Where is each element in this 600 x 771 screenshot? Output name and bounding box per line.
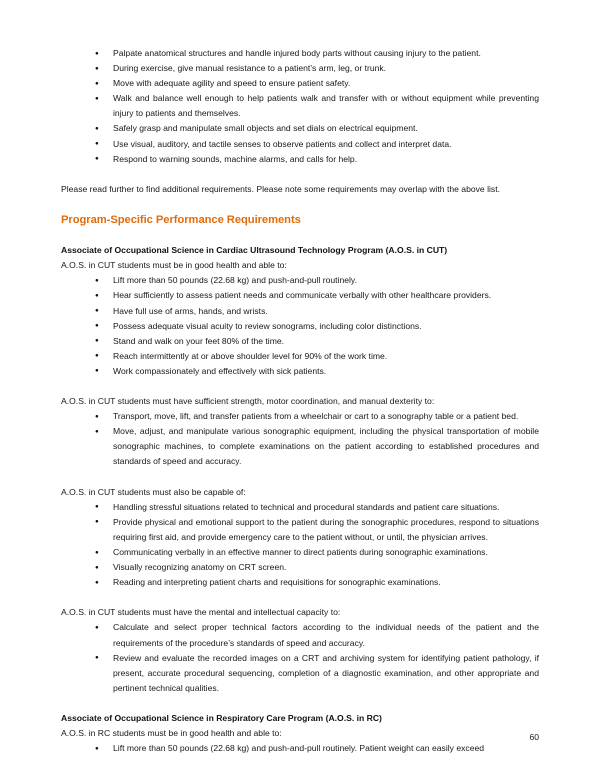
program-subheading-cut: Associate of Occupational Science in Cardiac Ultrasound Technology Program (A.O.S. in CUT)	[61, 245, 448, 256]
list-item: ● Walk and balance well enough to help patients walk and transfer with or without equipment while preventing injury to patients and themselves.	[61, 91, 539, 121]
list-item: ● Have full use of arms, hands, and wrists.	[61, 304, 539, 319]
list-item: ● Review and evaluate the recorded images on a CRT and archiving system for identifying patient pathology, if present, accurate procedural sequencing, completion of a diagnostic examination, and other appropriate and pertinent technical qualities.	[61, 651, 539, 696]
spacer	[61, 590, 539, 605]
list-item: ● Reach intermittently at or above shoulder level for 90% of the work time.	[61, 349, 539, 364]
list-item: ● Handling stressful situations related to technical and procedural standards and patient care situations.	[61, 500, 539, 515]
list-item: ● During exercise, give manual resistance to a patient’s arm, leg, or trunk.	[61, 61, 539, 76]
list-item: ● Possess adequate visual acuity to review sonograms, including color distinctions.	[61, 319, 539, 334]
list-item: ● Transport, move, lift, and transfer patients from a wheelchair or cart to a sonography table or a patient bed.	[61, 409, 539, 424]
cut-health-list	[61, 273, 539, 379]
page-number: 60	[529, 732, 539, 742]
rc-health-list	[61, 741, 539, 756]
spacer	[61, 228, 539, 243]
section-heading: Program-Specific Performance Requirements	[61, 214, 301, 227]
list-item: ● Visually recognizing anatomy on CRT screen.	[61, 560, 539, 575]
list-item: ● Lift more than 50 pounds (22.68 kg) and push-and-pull routinely. Patient weight can easily exceed	[61, 741, 539, 756]
cut-strength-list	[61, 409, 539, 469]
note-paragraph: Please read further to find additional requirements. Please note some requirements may overlap with the above list.	[61, 183, 500, 194]
list-item: ● Reading and interpreting patient charts and requisitions for sonographic examinations.	[61, 575, 539, 590]
lead-in-text: A.O.S. in CUT students must also be capable of:	[61, 486, 246, 497]
lead-in-text: A.O.S. in RC students must be in good health and able to:	[61, 728, 282, 739]
list-item: ● Work compassionately and effectively with sick patients.	[61, 364, 539, 379]
list-item: ● Provide physical and emotional support to the patient during the sonographic procedures, respond to situations requiring first aid, and provide emergency care to the patient without, or until, the physician arrives.	[61, 515, 539, 545]
list-item: ● Move, adjust, and manipulate various sonographic equipment, including the physical transportation of mobile sonographic machines, to complete examinations on the patient according to established procedures and standards of speed and accuracy.	[61, 424, 539, 469]
program-subheading-rc: Associate of Occupational Science in Respiratory Care Program (A.O.S. in RC)	[61, 713, 382, 724]
top-requirements-list	[61, 46, 539, 167]
spacer	[61, 470, 539, 485]
list-item: ● Respond to warning sounds, machine alarms, and calls for help.	[61, 152, 539, 167]
lead-in-text: A.O.S. in CUT students must have sufficient strength, motor coordination, and manual dexterity to:	[61, 396, 435, 407]
spacer	[61, 197, 539, 212]
list-item: ● Stand and walk on your feet 80% of the time.	[61, 334, 539, 349]
cut-mental-list	[61, 620, 539, 695]
page-content	[61, 46, 539, 756]
list-item: ● Move with adequate agility and speed to ensure patient safety.	[61, 76, 539, 91]
lead-in-text: A.O.S. in CUT students must be in good health and able to:	[61, 260, 287, 271]
list-item: ● Calculate and select proper technical factors according to the individual needs of the patient and the requirements of the procedure’s standards of speed and accuracy.	[61, 620, 539, 650]
list-item: ● Use visual, auditory, and tactile senses to observe patients and collect and interpret data.	[61, 137, 539, 152]
cut-capability-list	[61, 500, 539, 591]
list-item: ● Safely grasp and manipulate small objects and set dials on electrical equipment.	[61, 121, 539, 136]
list-item: ● Lift more than 50 pounds (22.68 kg) and push-and-pull routinely.	[61, 273, 539, 288]
lead-in-text: A.O.S. in CUT students must have the mental and intellectual capacity to:	[61, 607, 341, 618]
list-item: ● Hear sufficiently to assess patient needs and communicate verbally with other healthcare providers.	[61, 288, 539, 303]
spacer	[61, 379, 539, 394]
spacer	[61, 696, 539, 711]
list-item: ● Palpate anatomical structures and handle injured body parts without causing injury to the patient.	[61, 46, 539, 61]
spacer	[61, 167, 539, 182]
list-item: ● Communicating verbally in an effective manner to direct patients during sonographic examinations.	[61, 545, 539, 560]
